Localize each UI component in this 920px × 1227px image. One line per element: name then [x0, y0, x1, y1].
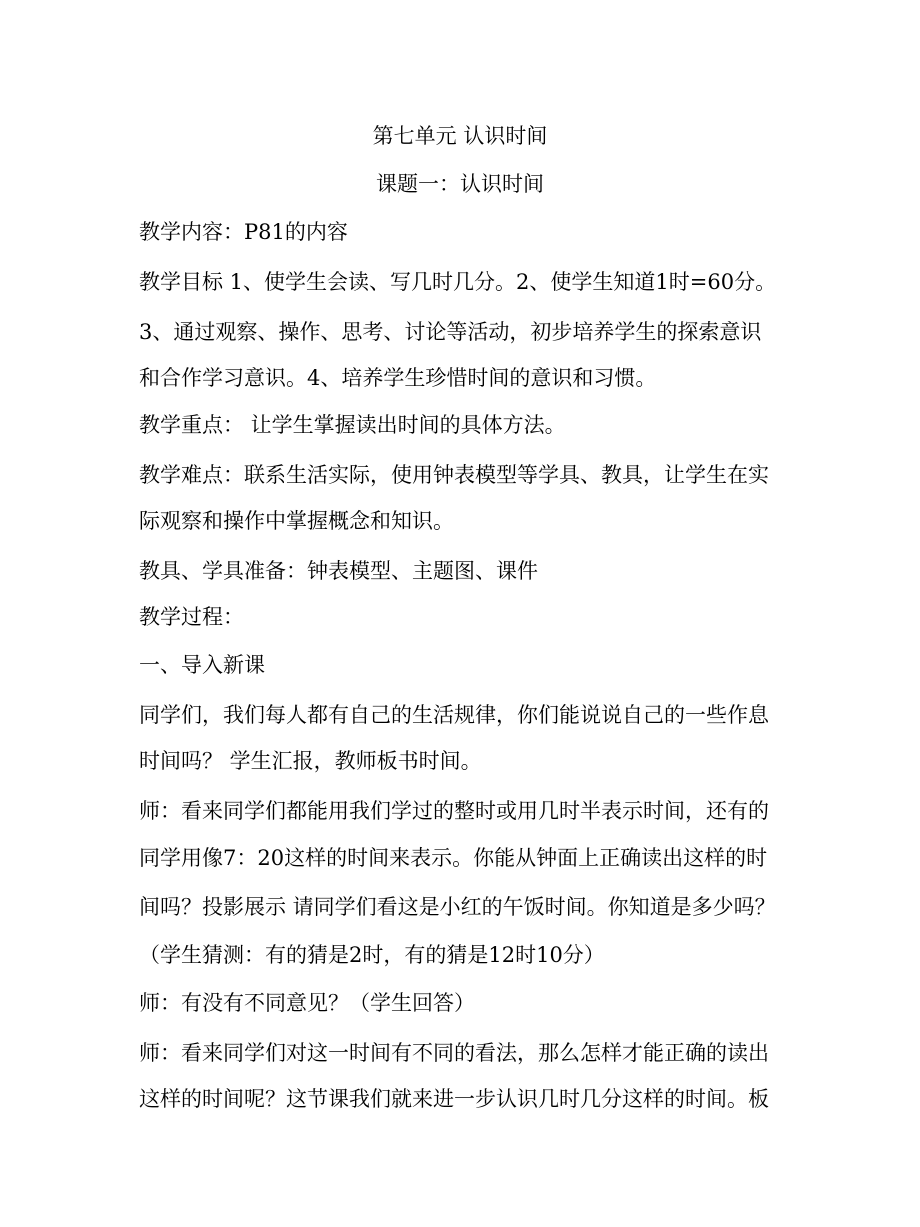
paragraph-line: 这样的时间呢？这节课我们就来进一步认识几时几分这样的时间。板 [139, 1087, 769, 1111]
paragraph-line: 教学内容：P81的内容 [139, 220, 348, 244]
paragraph-line: 教学难点：联系生活实际，使用钟表模型等学具、教具，让学生在实 [139, 463, 769, 487]
paragraph-line: 教学目标 1、使学生会读、写几时几分。2、使学生知道1时=60分。 [139, 270, 777, 294]
paragraph-line: 间吗？投影展示 请同学们看这是小红的午饭时间。你知道是多少吗？ [139, 895, 776, 919]
paragraph-line: 和合作学习意识。4、培养学生珍惜时间的意识和习惯。 [139, 366, 657, 390]
paragraph-line: 同学用像7：20这样的时间来表示。你能从钟面上正确读出这样的时 [139, 846, 768, 870]
paragraph-line: 教具、学具准备：钟表模型、主题图、课件 [139, 559, 538, 583]
paragraph-line: 教学过程： [139, 605, 244, 629]
paragraph-line: 时间吗？ 学生汇报，教师板书时间。 [139, 749, 482, 773]
unit-title: 第七单元 认识时间 [372, 124, 548, 148]
paragraph-line: （学生猜测：有的猜是2时，有的猜是12时10分） [139, 943, 605, 967]
paragraph-line: 同学们，我们每人都有自己的生活规律，你们能说说自己的一些作息 [139, 703, 769, 727]
paragraph-line: 师：看来同学们对这一时间有不同的看法，那么怎样才能正确的读出 [139, 1041, 769, 1065]
lesson-title: 课题一：认识时间 [376, 172, 544, 196]
paragraph-line: 师：看来同学们都能用我们学过的整时或用几时半表示时间，还有的 [139, 799, 769, 823]
section-heading: 一、导入新课 [139, 653, 265, 677]
paragraph-line: 3、通过观察、操作、思考、讨论等活动，初步培养学生的探索意识 [139, 320, 762, 344]
paragraph-line: 教学重点： 让学生掌握读出时间的具体方法。 [139, 413, 566, 437]
paragraph-line: 师：有没有不同意见？（学生回答） [139, 991, 475, 1015]
paragraph-line: 际观察和操作中掌握概念和知识。 [139, 509, 454, 533]
